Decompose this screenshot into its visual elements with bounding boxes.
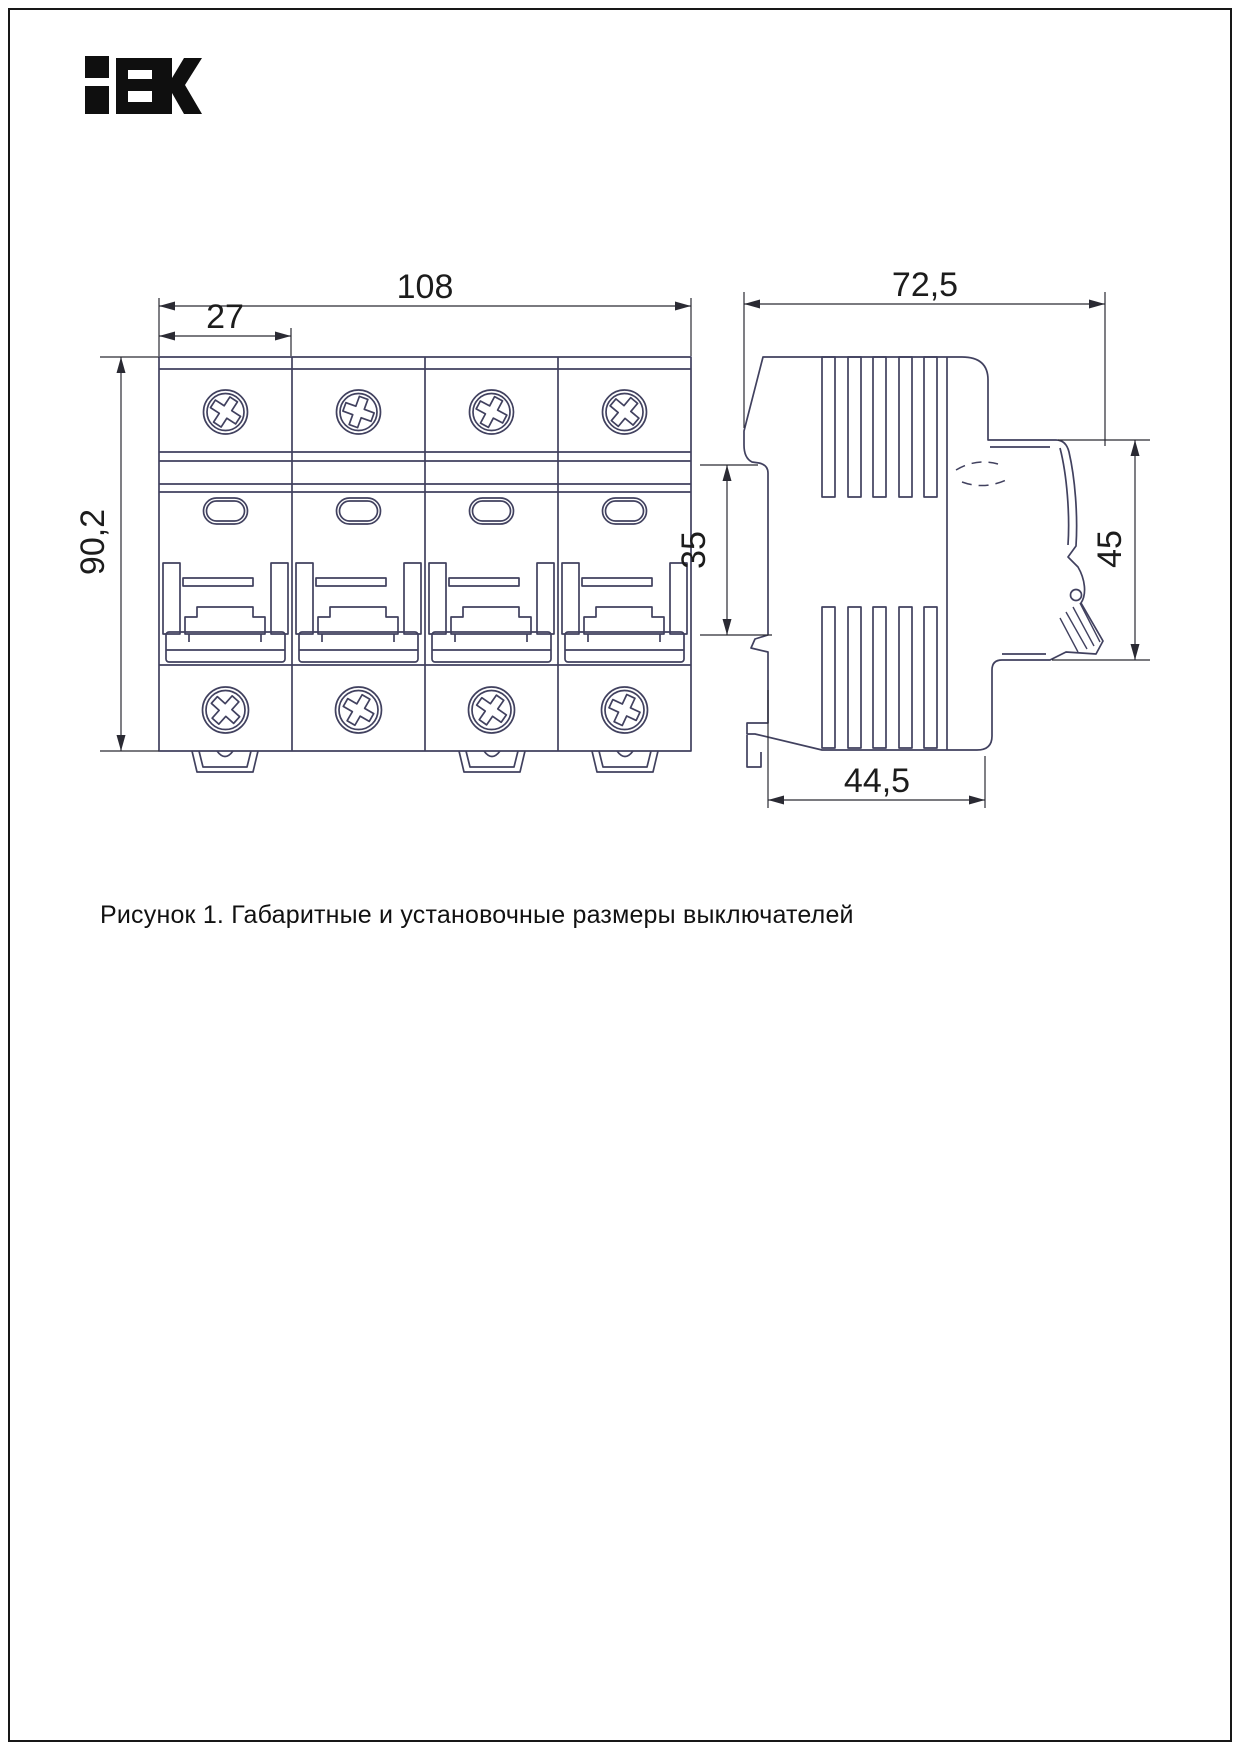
dim-label-27: 27 xyxy=(206,298,244,336)
screw-icon xyxy=(602,687,648,733)
logo-e xyxy=(116,58,156,114)
screw-icon xyxy=(204,390,248,434)
logo-i-stem xyxy=(85,86,109,114)
handle-pivot-hole xyxy=(1071,590,1082,601)
side-view xyxy=(744,357,1103,767)
logo-k xyxy=(152,58,202,114)
din-clip-foot xyxy=(747,735,761,767)
dim-label-72-5: 72,5 xyxy=(891,266,959,304)
front-view xyxy=(159,357,691,772)
screw-icon xyxy=(336,687,382,733)
ventilation-ribs-bottom xyxy=(822,607,937,748)
dim-label-44-5: 44,5 xyxy=(843,762,911,800)
handle-recess-curve xyxy=(1060,448,1069,545)
hidden-hole-dashed xyxy=(956,462,1006,486)
screw-icon xyxy=(203,687,249,733)
dim-label-108: 108 xyxy=(396,268,454,306)
ventilation-ribs-top xyxy=(822,357,937,497)
screw-icon xyxy=(469,687,515,733)
logo-i-dot xyxy=(85,56,109,78)
dim-label-45: 45 xyxy=(1091,530,1129,568)
handle-hatching xyxy=(1060,603,1100,652)
dim-label-35: 35 xyxy=(675,531,713,569)
din-clips xyxy=(192,751,658,772)
figure-caption: Рисунок 1. Габаритные и установочные размеры выключателей xyxy=(100,901,854,929)
screw-icon xyxy=(470,390,514,434)
iek-logo xyxy=(85,56,202,114)
dim-label-90-2: 90,2 xyxy=(74,508,112,576)
screw-icon xyxy=(603,390,647,434)
screw-icon xyxy=(337,390,381,434)
